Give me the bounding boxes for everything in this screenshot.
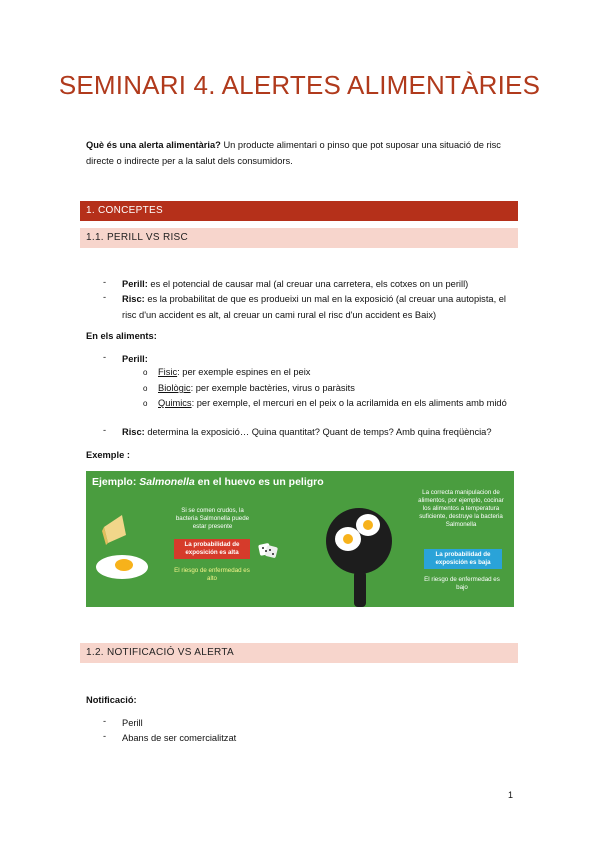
sub-bullet: o bbox=[143, 384, 148, 393]
list-item-notif-perill: Perill bbox=[122, 718, 143, 728]
list-dash: - bbox=[103, 425, 107, 435]
banner-title-italic: Salmonella bbox=[139, 476, 195, 488]
section-heading-conceptes: 1. CONCEPTES bbox=[80, 201, 518, 221]
banner-right-text: La correcta manipulacion de alimentos, por ejemplo, cocinar los alimentos a temperatura suficiente, destruye la bacteria Salmonella bbox=[418, 489, 504, 528]
list-dash: - bbox=[103, 731, 107, 741]
notificacio-label: Notificació: bbox=[86, 695, 137, 705]
term-quimics: Quimics bbox=[158, 398, 192, 408]
intro-paragraph bbox=[86, 137, 518, 169]
list-dash: - bbox=[103, 716, 107, 726]
subsection-heading-notificacio-alerta: 1.2. NOTIFICACIÓ VS ALERTA bbox=[80, 643, 518, 663]
exemple-label: Exemple : bbox=[86, 450, 130, 460]
salmonella-example-image bbox=[86, 471, 514, 607]
term-biologic: Biològic bbox=[158, 383, 191, 393]
cheese-egg-icon bbox=[92, 509, 152, 584]
banner-tag-low: La probabilidad de exposición es baja bbox=[424, 549, 502, 569]
list-dash: - bbox=[103, 352, 107, 362]
list-item-perill-aliments: Perill: bbox=[122, 354, 148, 364]
dice-icon bbox=[257, 541, 279, 559]
text-fisic: : per exemple espines en el peix bbox=[177, 367, 311, 377]
banner-tag-high: La probabilidad de exposición es alta bbox=[174, 539, 250, 559]
intro-answer: Un producte alimentari o pinso que pot suposar una situació de risc directe o indirecte per a la salut dels consumidors. bbox=[86, 140, 501, 166]
list-dash: - bbox=[103, 277, 107, 287]
subsection-heading-perill-risc: 1.1. PERILL VS RISC bbox=[80, 228, 518, 248]
page-title: SEMINARI 4. ALERTES ALIMENTÀRIES bbox=[58, 70, 541, 100]
sub-item-quimics bbox=[158, 396, 518, 412]
term-fisic: Fisic bbox=[158, 367, 178, 377]
banner-title-pre: Ejemplo: bbox=[92, 476, 140, 488]
term-risc-aliments: Risc: bbox=[122, 427, 145, 437]
term-risc: Risc: bbox=[122, 294, 145, 304]
banner-right-risk: El riesgo de enfermedad es bajo bbox=[424, 576, 500, 591]
frying-pan-icon bbox=[324, 501, 394, 607]
banner-title-post: en el huevo es un peligro bbox=[194, 476, 324, 488]
sub-item-biologic bbox=[158, 381, 518, 397]
text-risc-aliments: determina la exposició… Quina quantitat? Quant de temps? Amb quina freqüència? bbox=[144, 427, 492, 437]
aliments-heading: En els aliments: bbox=[86, 331, 157, 341]
list-item-perill bbox=[122, 277, 518, 293]
list-item-notif-abans: Abans de ser comercialitzat bbox=[122, 733, 237, 743]
intro-question: Què és una alerta alimentària? bbox=[86, 140, 221, 150]
list-item-risc bbox=[122, 292, 518, 323]
banner-left-risk: El riesgo de enfermedad es alto bbox=[174, 567, 250, 582]
def-risc: es la probabilitat de que es produeixi un mal en la exposició (al creuar una autopista, el risc d'un accident es alt, al creuar un cami rural el risc d'un accident es Baix) bbox=[122, 294, 506, 320]
list-item-risc-aliments bbox=[122, 425, 518, 441]
sub-bullet: o bbox=[143, 399, 148, 408]
sub-bullet: o bbox=[143, 368, 148, 377]
text-biologic: : per exemple bactèries, virus o paràsits bbox=[190, 383, 355, 393]
def-perill: es el potencial de causar mal (al creuar una carretera, els cotxes on un perill) bbox=[147, 279, 469, 289]
list-dash: - bbox=[103, 292, 107, 302]
banner-left-text: Si se comen crudos, la bacteria Salmonella puede estar presente bbox=[175, 507, 250, 530]
term-perill: Perill: bbox=[122, 279, 148, 289]
page-number: 1 bbox=[508, 790, 514, 800]
text-quimics: : per exemple, el mercuri en el peix o la acrilamida en els aliments amb midó bbox=[191, 398, 507, 408]
sub-item-fisic bbox=[158, 365, 518, 381]
banner-title bbox=[92, 476, 324, 488]
